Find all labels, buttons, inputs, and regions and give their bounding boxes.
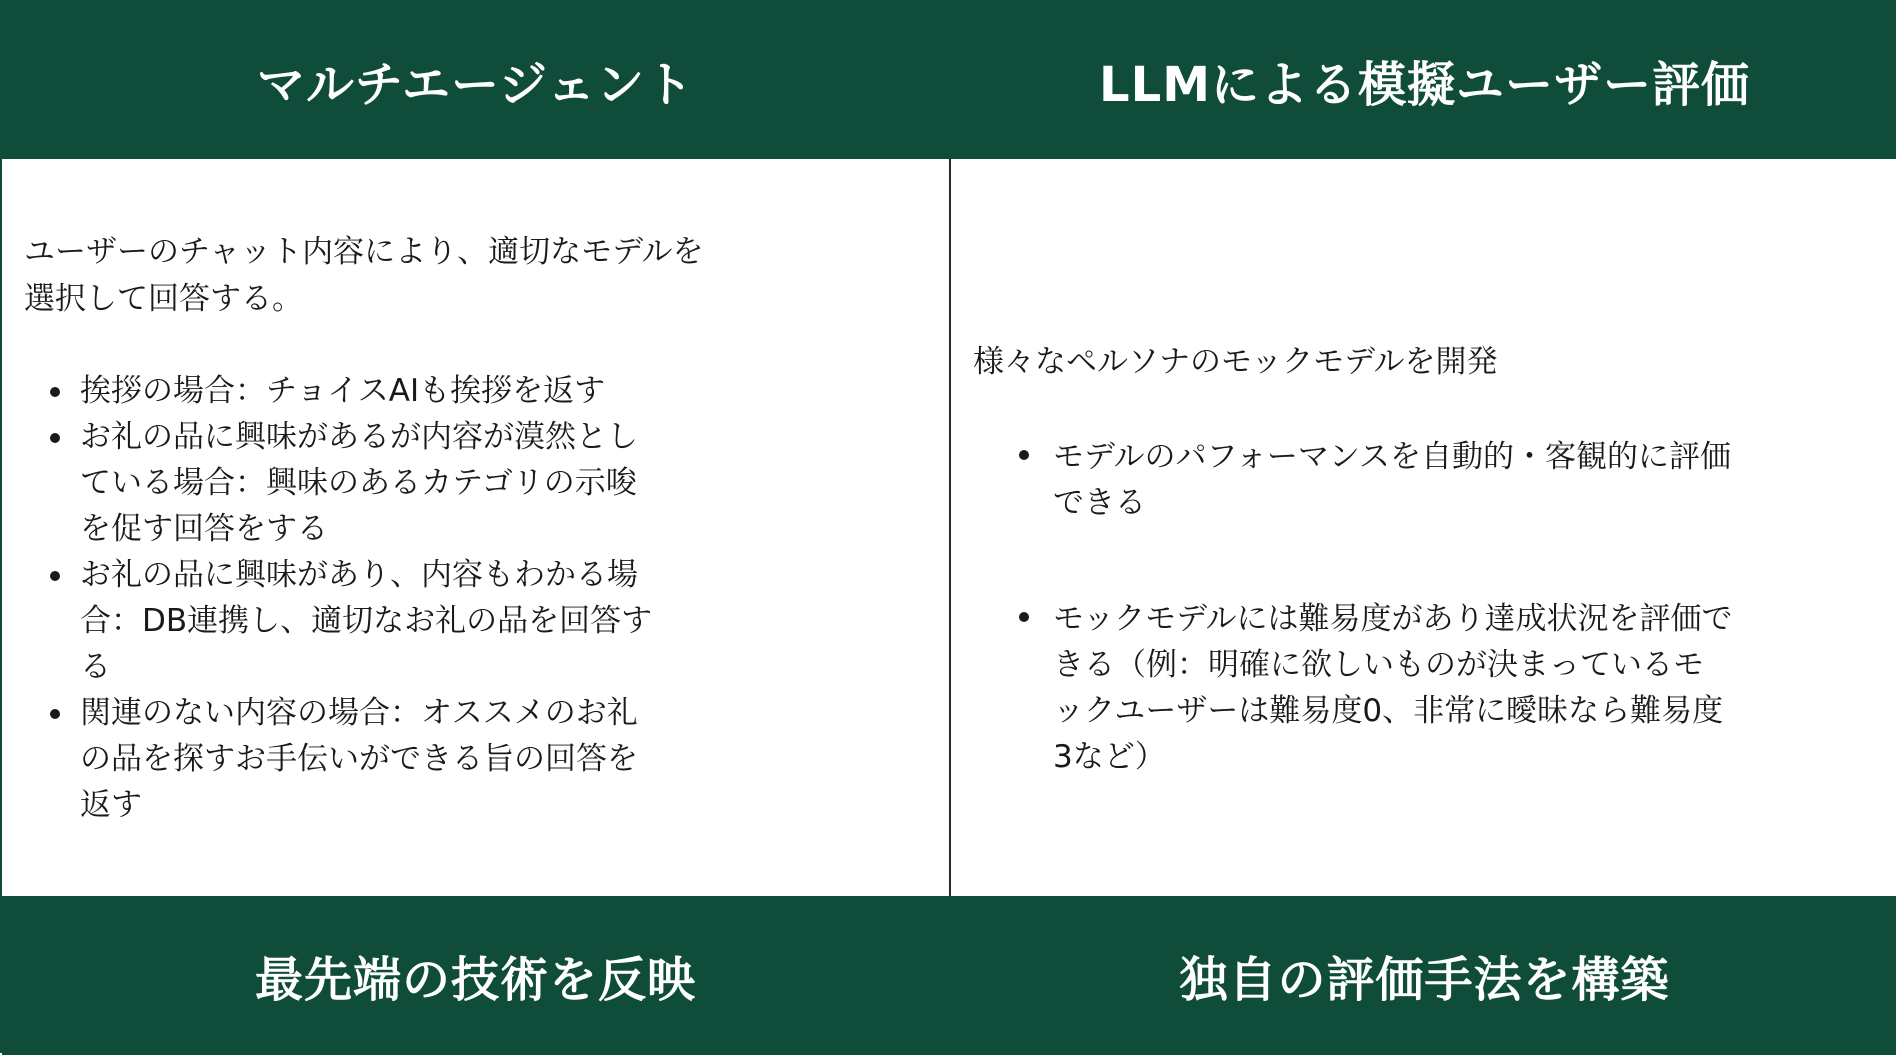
left-bullet-1: 挨拶の場合：チョイスAIも挨拶を返す bbox=[80, 368, 664, 414]
left-bullet-list bbox=[24, 368, 664, 828]
left-body bbox=[2, 159, 949, 896]
right-bullet-list bbox=[973, 434, 1733, 780]
right-bullet-1: モデルのパフォーマンスを自動的・客観的に評価できる bbox=[1053, 434, 1733, 526]
left-bullet-4: 関連のない内容の場合：オススメのお礼の品を探すお手伝いができる旨の回答を返す bbox=[80, 690, 664, 828]
left-header: マルチエージェント bbox=[2, 2, 949, 159]
left-bullet-2: お礼の品に興味があるが内容が漠然としている場合：興味のあるカテゴリの示唆を促す回答をする bbox=[80, 414, 664, 552]
right-footer: 独自の評価手法を構築 bbox=[951, 896, 1896, 1055]
left-footer: 最先端の技術を反映 bbox=[2, 896, 949, 1055]
right-intro: 様々なペルソナのモックモデルを開発 bbox=[973, 344, 1498, 380]
right-bullet-2: モックモデルには難易度があり達成状況を評価できる（例：明確に欲しいものが決まっているモックユーザーは難易度0、非常に曖昧なら難易度3など） bbox=[1053, 596, 1733, 780]
left-intro-line1: ユーザーのチャット内容により、適切なモデルを bbox=[24, 234, 704, 270]
left-bullet-3: お礼の品に興味があり、内容もわかる場合：DB連携し、適切なお礼の品を回答する bbox=[80, 552, 664, 690]
right-header: LLMによる模擬ユーザー評価 bbox=[951, 2, 1896, 159]
left-intro-line2: 選択して回答する。 bbox=[24, 281, 303, 317]
left-intro bbox=[24, 229, 929, 323]
right-body bbox=[951, 159, 1896, 896]
